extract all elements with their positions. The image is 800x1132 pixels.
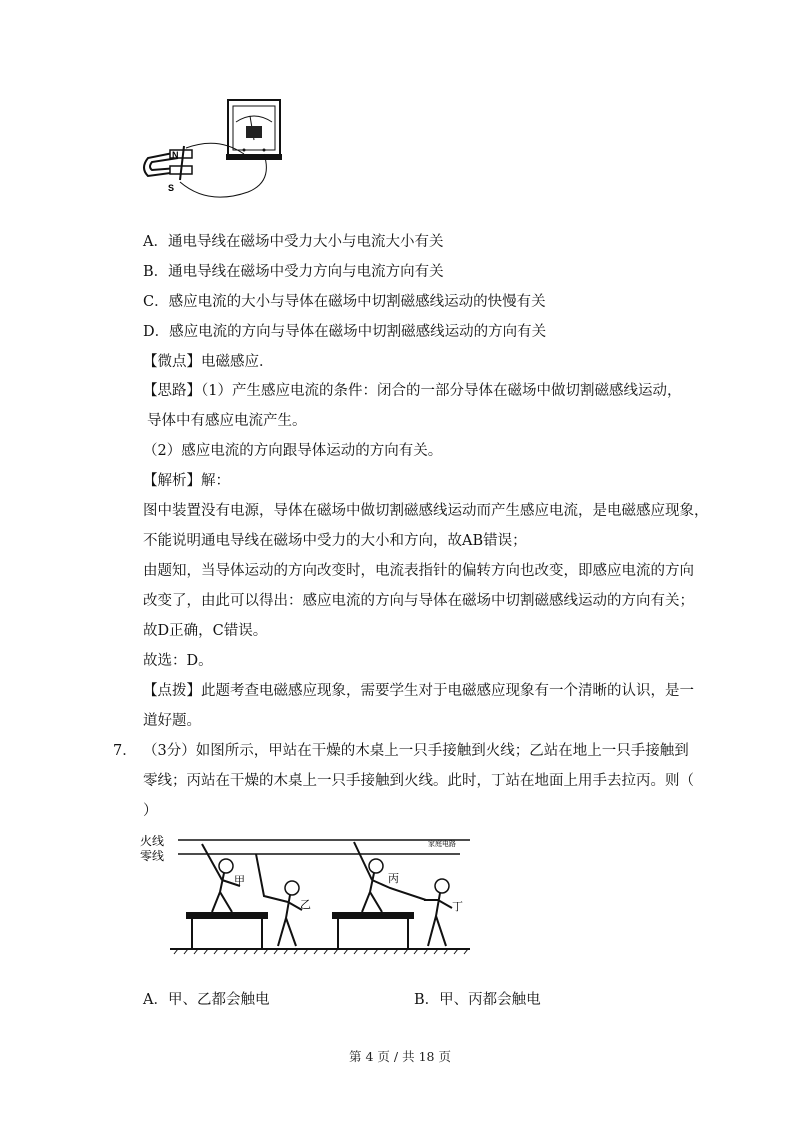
jiexi-line-1: 【解析】解：	[143, 473, 230, 489]
jiexi-line-5: 改变了，由此可以得出：感应电流的方向与导体在磁场中切割磁感线运动的方向有关；	[143, 593, 694, 609]
neutral-wire-label: 零线	[140, 849, 165, 863]
q6-option-c: C．感应电流的大小与导体在磁场中切割磁感线运动的快慢有关	[143, 294, 546, 310]
jiexi-line-4: 由题知，当导体运动的方向改变时，电流表指针的偏转方向也改变，即感应电流的方向	[143, 563, 694, 579]
q6-option-d: D．感应电流的方向与导体在磁场中切割磁感线运动的方向有关	[143, 324, 547, 340]
jiexi-line-2: 图中装置没有电源，导体在磁场中做切割磁感线运动而产生感应电流，是电磁感应现象，	[143, 503, 709, 519]
household-circuit-figure	[140, 830, 490, 960]
circuit-label: 家庭电路	[428, 840, 456, 848]
q7-stem-line-2: 零线；丙站在干燥的木桌上一只手接触到火线。此时，丁站在地面上用手去拉丙。则（	[143, 773, 694, 789]
dianbo-line-2: 道好题。	[143, 713, 201, 729]
jiexi-line-7: 故选：D。	[143, 653, 213, 669]
q7-stem-line-1: （3分）如图所示，甲站在干燥的木桌上一只手接触到火线；乙站在地上一只手接触到	[143, 743, 689, 759]
galvanometer-magnet-figure	[138, 96, 288, 208]
silu-line-3: （2）感应电流的方向跟导体运动的方向有关。	[143, 443, 443, 459]
person-bing-label: 丙	[388, 872, 399, 885]
q6-option-a: A．通电导线在磁场中受力大小与电流大小有关	[143, 234, 444, 250]
magnet-s-label: S	[168, 183, 175, 193]
q7-number: 7．	[113, 743, 137, 759]
weidian-text: 【微点】电磁感应．	[143, 354, 274, 370]
q6-option-b: B．通电导线在磁场中受力方向与电流方向有关	[143, 264, 444, 280]
jiexi-line-3: 不能说明通电导线在磁场中受力的大小和方向，故AB错误；	[143, 533, 527, 549]
person-jia-label: 甲	[234, 874, 245, 887]
live-wire-label: 火线	[140, 834, 165, 848]
person-ding-label: 丁	[452, 900, 463, 913]
magnet-n-label: N	[172, 150, 179, 160]
silu-line-1: 【思路】（1）产生感应电流的条件：闭合的一部分导体在磁场中做切割磁感线运动，	[143, 383, 682, 399]
jiexi-line-6: 故D正确，C错误。	[143, 623, 268, 639]
q7-option-b: B．甲、丙都会触电	[414, 992, 541, 1008]
page-footer: 第 4 页 / 共 18 页	[349, 1049, 451, 1064]
person-yi-label: 乙	[300, 898, 311, 911]
silu-line-2: 导体中有感应电流产生。	[147, 413, 307, 429]
q7-option-a: A．甲、乙都会触电	[143, 992, 270, 1008]
q7-stem-line-3: ）	[143, 803, 158, 819]
dianbo-line-1: 【点拨】此题考查电磁感应现象，需要学生对于电磁感应现象有一个清晰的认识，是一	[143, 683, 694, 699]
